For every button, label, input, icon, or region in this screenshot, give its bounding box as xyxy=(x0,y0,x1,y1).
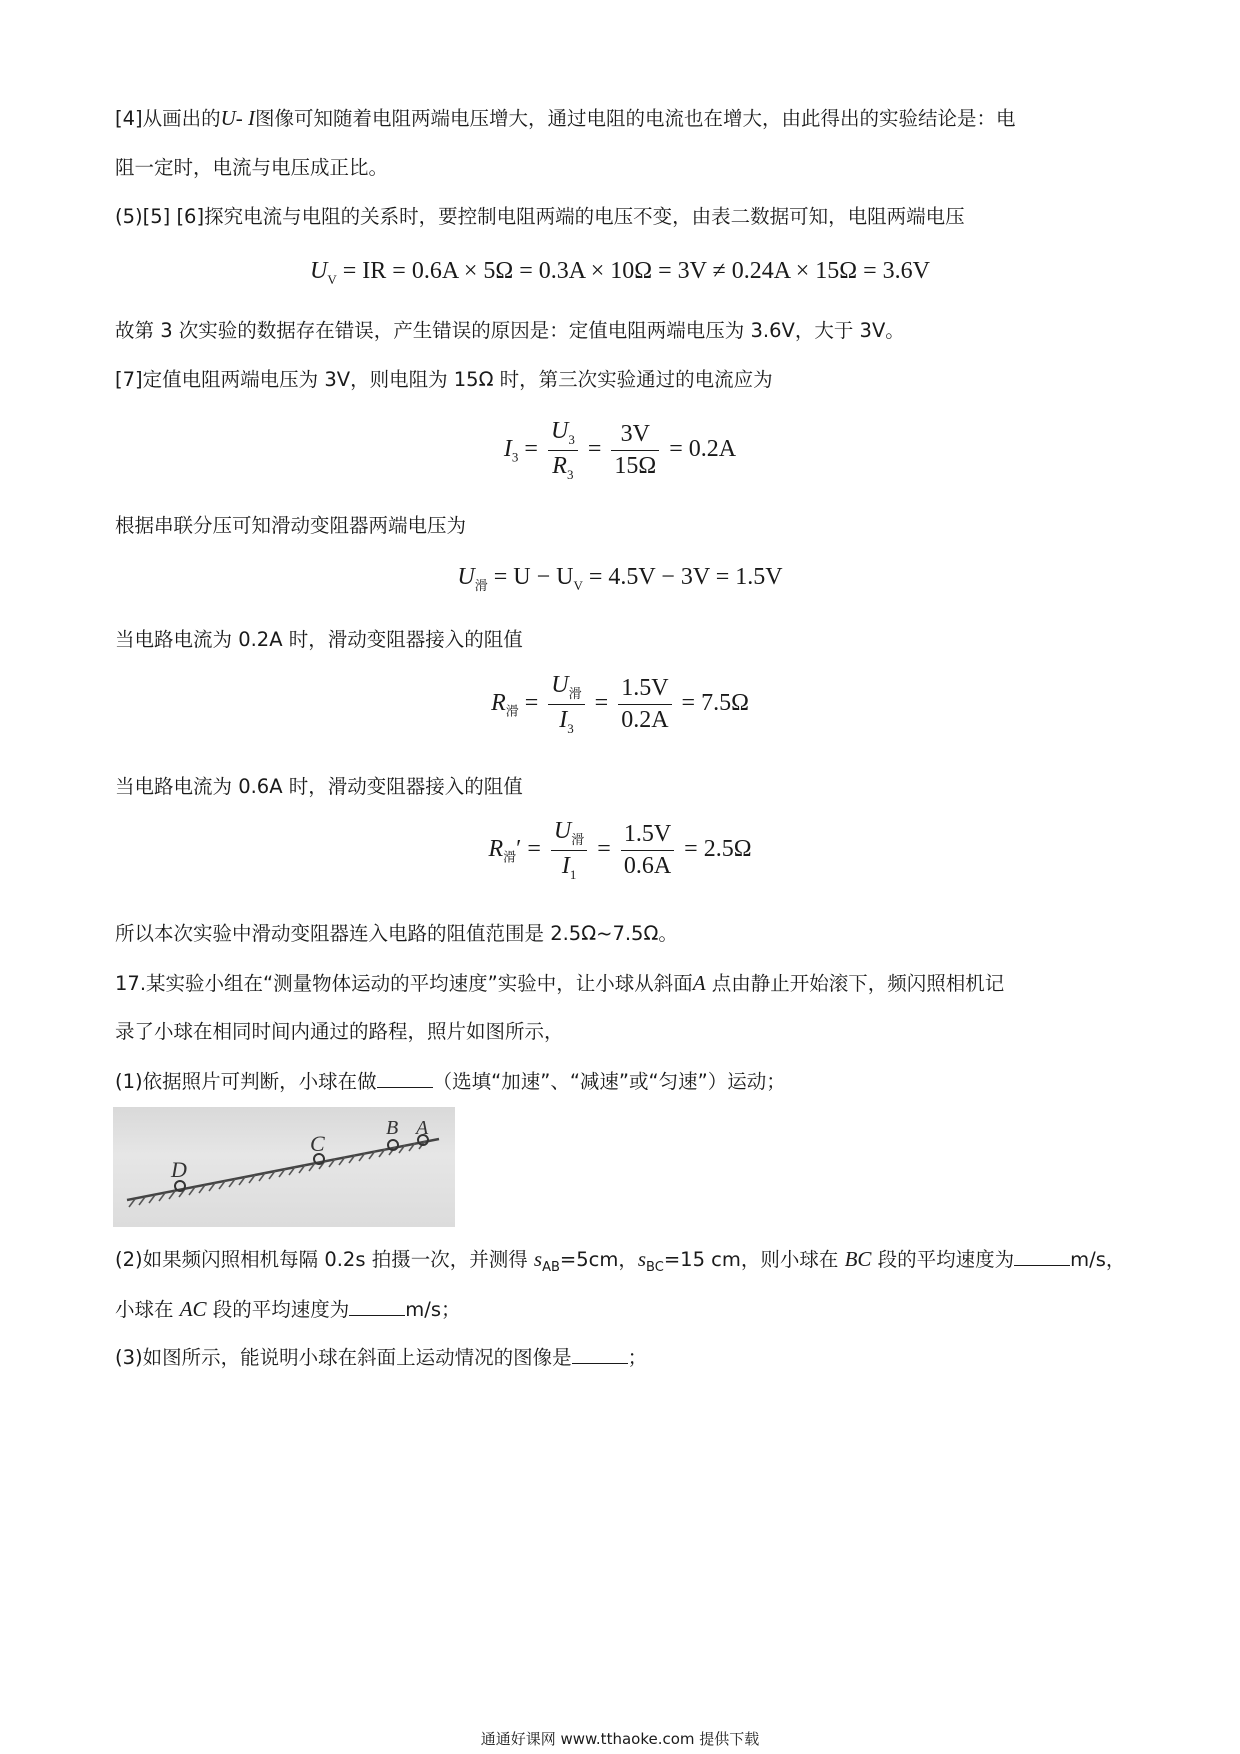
result: = 0.2A xyxy=(669,435,737,462)
paragraph-0-2a: 当电路电流为 0.2A 时，滑动变阻器接入的阻值 xyxy=(115,628,523,651)
symbol: I xyxy=(503,435,512,462)
answer-blank[interactable] xyxy=(572,1347,628,1364)
subscript: AB xyxy=(542,1259,560,1275)
question-17-part1 xyxy=(115,1070,786,1093)
text: 点由静止开始滚下，频闪照相机记 xyxy=(705,972,1005,995)
subscript: 滑 xyxy=(503,849,517,865)
subscript: V xyxy=(573,577,583,593)
text: 段的平均速度为 xyxy=(206,1298,350,1321)
text: 17.某实验小组在“测量物体运动的平均速度”实验中，让小球从斜面 xyxy=(115,972,693,995)
paragraph-error: 故第 3 次实验的数据存在错误，产生错误的原因是：定值电阻两端电压为 3.6V，大于 3V。 xyxy=(115,319,905,342)
symbol: s xyxy=(637,1247,647,1271)
denominator: 15Ω xyxy=(614,452,657,479)
text: (1)依据照片可判断，小球在做 xyxy=(115,1070,377,1093)
denominator: 0.6A xyxy=(623,852,672,879)
incline-photo xyxy=(113,1107,455,1227)
symbol: U xyxy=(457,564,475,590)
subscript: 3 xyxy=(568,431,575,447)
symbol: U xyxy=(550,418,569,444)
answer-blank[interactable] xyxy=(377,1071,433,1088)
equation-rest: = 4.5V − 3V = 1.5V xyxy=(582,564,783,590)
numerator: 1.5V xyxy=(621,821,674,851)
numerator: 1.5V xyxy=(618,675,671,705)
segment-bc: BC xyxy=(844,1247,872,1271)
text: 图像可知随着电阻两端电压增大，通过电阻的电流也在增大，由此得出的实验结论是：电 xyxy=(255,107,1016,130)
equation-u-slide xyxy=(0,564,1240,594)
fraction xyxy=(548,418,578,483)
prime: ′ xyxy=(516,835,522,862)
result: = 7.5Ω xyxy=(681,689,749,716)
text: 段的平均速度为 xyxy=(871,1248,1015,1271)
equation-uv xyxy=(0,258,1240,288)
label-c: C xyxy=(310,1131,325,1156)
label-a: A xyxy=(416,1117,429,1139)
paragraph-4-cont: 阻一定时，电流与电压成正比。 xyxy=(115,156,389,179)
ui-symbol: U- I xyxy=(220,106,256,130)
segment-ac: AC xyxy=(179,1297,207,1321)
equation-r-slide: $R_滑$ = $\frac{U_滑}{I_3}$ = $\frac{1.5V}{0.2A}$ = 7.5Ω xyxy=(491,672,749,736)
paragraph-0-6a: 当电路电流为 0.6A 时，滑动变阻器接入的阻值 xyxy=(115,775,523,798)
numerator: 3V xyxy=(611,421,659,451)
paragraph-5: (5)[5] [6]探究电流与电阻的关系时，要控制电阻两端的电压不变，由表二数据可知，电阻两端电压 xyxy=(115,205,965,228)
answer-blank[interactable] xyxy=(1014,1249,1070,1266)
text: (3)如图所示，能说明小球在斜面上运动情况的图像是 xyxy=(115,1346,572,1369)
fraction xyxy=(611,421,659,480)
label-d: D xyxy=(171,1157,187,1182)
page-footer[interactable]: 通通好课网 www.tthaoke.com 提供下载 xyxy=(480,1730,760,1748)
equation-i3: $I_3$ = $\frac{U_3}{R_3}$ = $\frac{3V}{15\Omega}$ = 0.2A xyxy=(503,418,737,482)
text: =5cm， xyxy=(559,1248,638,1271)
equation-r-slide-prime: $R_滑'$ = $\frac{U_滑}{I_1}$ = $\frac{1.5V}{0.6A}$ = 2.5Ω xyxy=(488,818,752,882)
subscript: 3 xyxy=(567,720,574,736)
equation-rest: = IR = 0.6A × 5Ω = 0.3A × 10Ω = 3V ≠ 0.24A × 15Ω = 3.6V xyxy=(336,258,930,284)
text: [4]从画出的 xyxy=(115,107,221,130)
symbol: R xyxy=(552,452,567,479)
subscript: 滑 xyxy=(474,577,488,593)
symbol: s xyxy=(533,1247,543,1271)
text: （选填“加速”、“减速”或“匀速”）运动； xyxy=(432,1070,786,1093)
text: ； xyxy=(627,1346,648,1369)
question-17-part2 xyxy=(115,1247,1125,1275)
denominator: 0.2A xyxy=(621,706,669,733)
point-a: A xyxy=(692,971,706,995)
symbol: R xyxy=(491,689,506,716)
question-17-line1 xyxy=(115,971,1004,996)
subscript: 滑 xyxy=(571,831,585,847)
question-17-part2-cont xyxy=(115,1297,460,1322)
subscript: 3 xyxy=(511,449,519,465)
fraction xyxy=(548,672,584,737)
question-17-line2: 录了小球在相同时间内通过的路程，照片如图所示， xyxy=(115,1020,564,1043)
subscript: 3 xyxy=(566,466,574,482)
paragraph-series: 根据串联分压可知滑动变阻器两端电压为 xyxy=(115,514,467,537)
unit: m/s； xyxy=(405,1298,461,1321)
subscript: BC xyxy=(646,1259,664,1275)
paragraph-4 xyxy=(115,106,1016,131)
symbol: I xyxy=(559,706,568,733)
text: 小球在 xyxy=(115,1298,180,1321)
incline-diagram xyxy=(113,1107,455,1227)
symbol: U xyxy=(551,672,569,698)
equation-mid: = U − U xyxy=(487,564,574,590)
label-b: B xyxy=(386,1117,399,1139)
subscript: 滑 xyxy=(568,685,582,701)
symbol: I xyxy=(561,852,570,879)
subscript: 滑 xyxy=(505,703,519,719)
paragraph-range: 所以本次实验中滑动变阻器连入电路的阻值范围是 2.5Ω~7.5Ω。 xyxy=(115,922,678,945)
fraction xyxy=(618,675,671,734)
symbol: U xyxy=(310,258,328,284)
unit: m/s， xyxy=(1070,1248,1126,1271)
symbol: R xyxy=(488,835,504,862)
question-17-part3 xyxy=(115,1346,647,1369)
symbol: U xyxy=(553,818,572,844)
answer-blank[interactable] xyxy=(349,1299,405,1316)
text: (2)如果频闪照相机每隔 0.2s 拍摄一次，并测得 xyxy=(115,1248,534,1271)
text: =15 cm，则小球在 xyxy=(663,1248,845,1271)
result: = 2.5Ω xyxy=(684,835,752,862)
subscript: V xyxy=(327,271,337,287)
paragraph-7: [7]定值电阻两端电压为 3V，则电阻为 15Ω 时，第三次实验通过的电流应为 xyxy=(115,368,773,391)
fraction xyxy=(621,821,674,880)
fraction xyxy=(551,818,587,883)
subscript: 1 xyxy=(569,866,577,882)
